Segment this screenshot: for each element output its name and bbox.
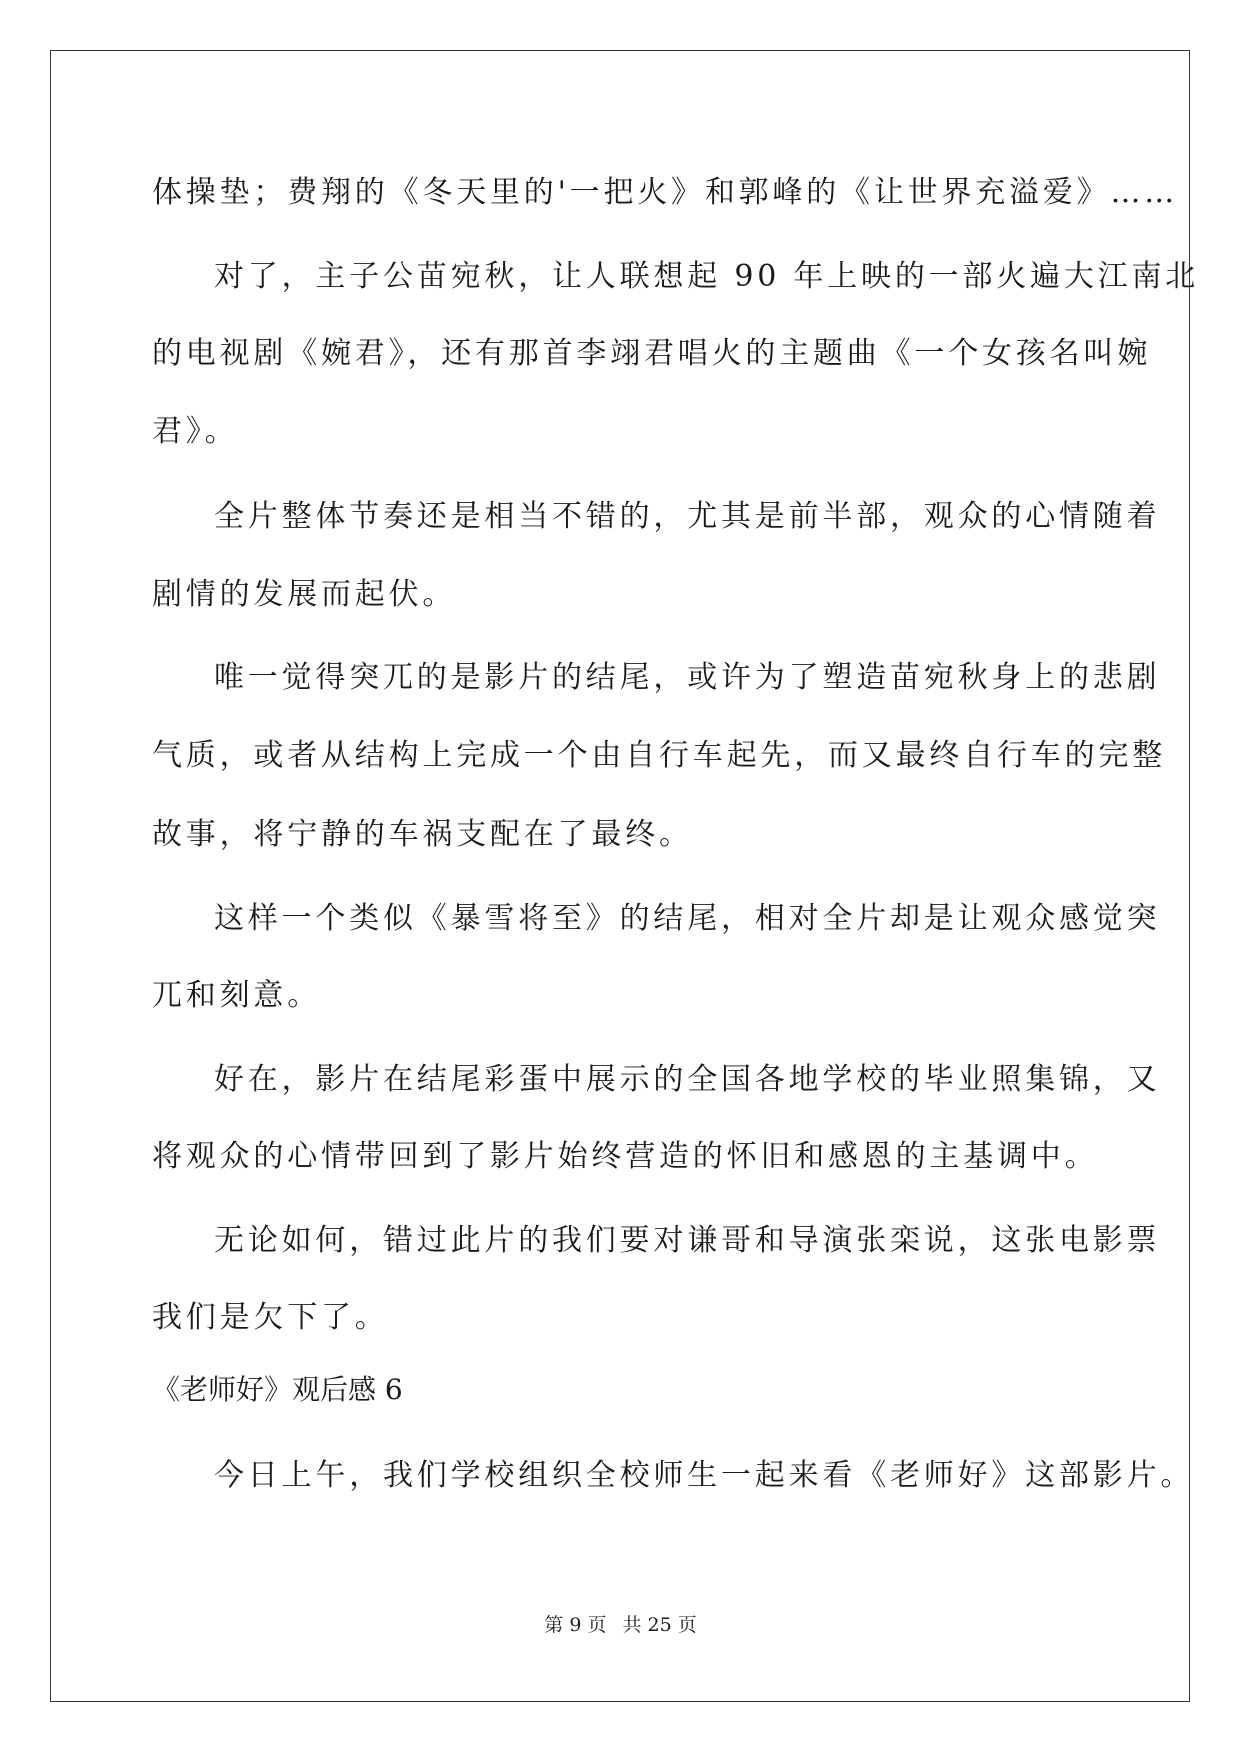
section-heading: 《老师好》观后感 6 (152, 1373, 403, 1406)
page-frame (50, 50, 1190, 1702)
text-line: 将观众的心情带回到了影片始终营造的怀旧和感恩的主基调中。 (152, 1139, 1099, 1174)
text-line: 今日上午，我们学校组织全校师生一起来看《老师好》这部影片。 (214, 1458, 1195, 1493)
text-line: 君》。 (152, 414, 239, 449)
text-line: 剧情的发展而起伏。 (152, 577, 457, 612)
text-line: 我们是欠下了。 (152, 1300, 389, 1335)
page-total: 共 25 页 (622, 1614, 697, 1636)
text-line: 无论如何，错过此片的我们要对谦哥和导演张栾说，这张电影票 (214, 1223, 1161, 1258)
text-line: 好在，影片在结尾彩蛋中展示的全国各地学校的毕业照集锦，又 (214, 1062, 1161, 1097)
text-line: 体操垫；费翔的《冬天里的'一把火》和郭峰的《让世界充溢爱》…… (152, 175, 1179, 210)
text-line: 这样一个类似《暴雪将至》的结尾，相对全片却是让观众感觉突 (214, 901, 1161, 936)
text-line: 的电视剧《婉君》，还有那首李翊君唱火的主题曲《一个女孩名叫婉 (152, 336, 1151, 371)
text-line: 气质，或者从结构上完成一个由自行车起先，而又最终自行车的完整 (152, 738, 1166, 773)
text-line: 全片整体节奏还是相当不错的，尤其是前半部，观众的心情随着 (214, 499, 1161, 534)
text-line: 对了，主子公苗宛秋，让人联想起 90 年上映的一部火遍大江南北 (214, 259, 1200, 294)
text-line: 故事，将宁静的车祸支配在了最终。 (152, 817, 693, 852)
page-number: 第 9 页 (544, 1614, 607, 1636)
text-line: 兀和刻意。 (152, 978, 321, 1013)
text-line: 唯一觉得突兀的是影片的结尾，或许为了塑造苗宛秋身上的悲剧 (214, 660, 1161, 695)
page-footer (0, 1616, 1241, 1635)
